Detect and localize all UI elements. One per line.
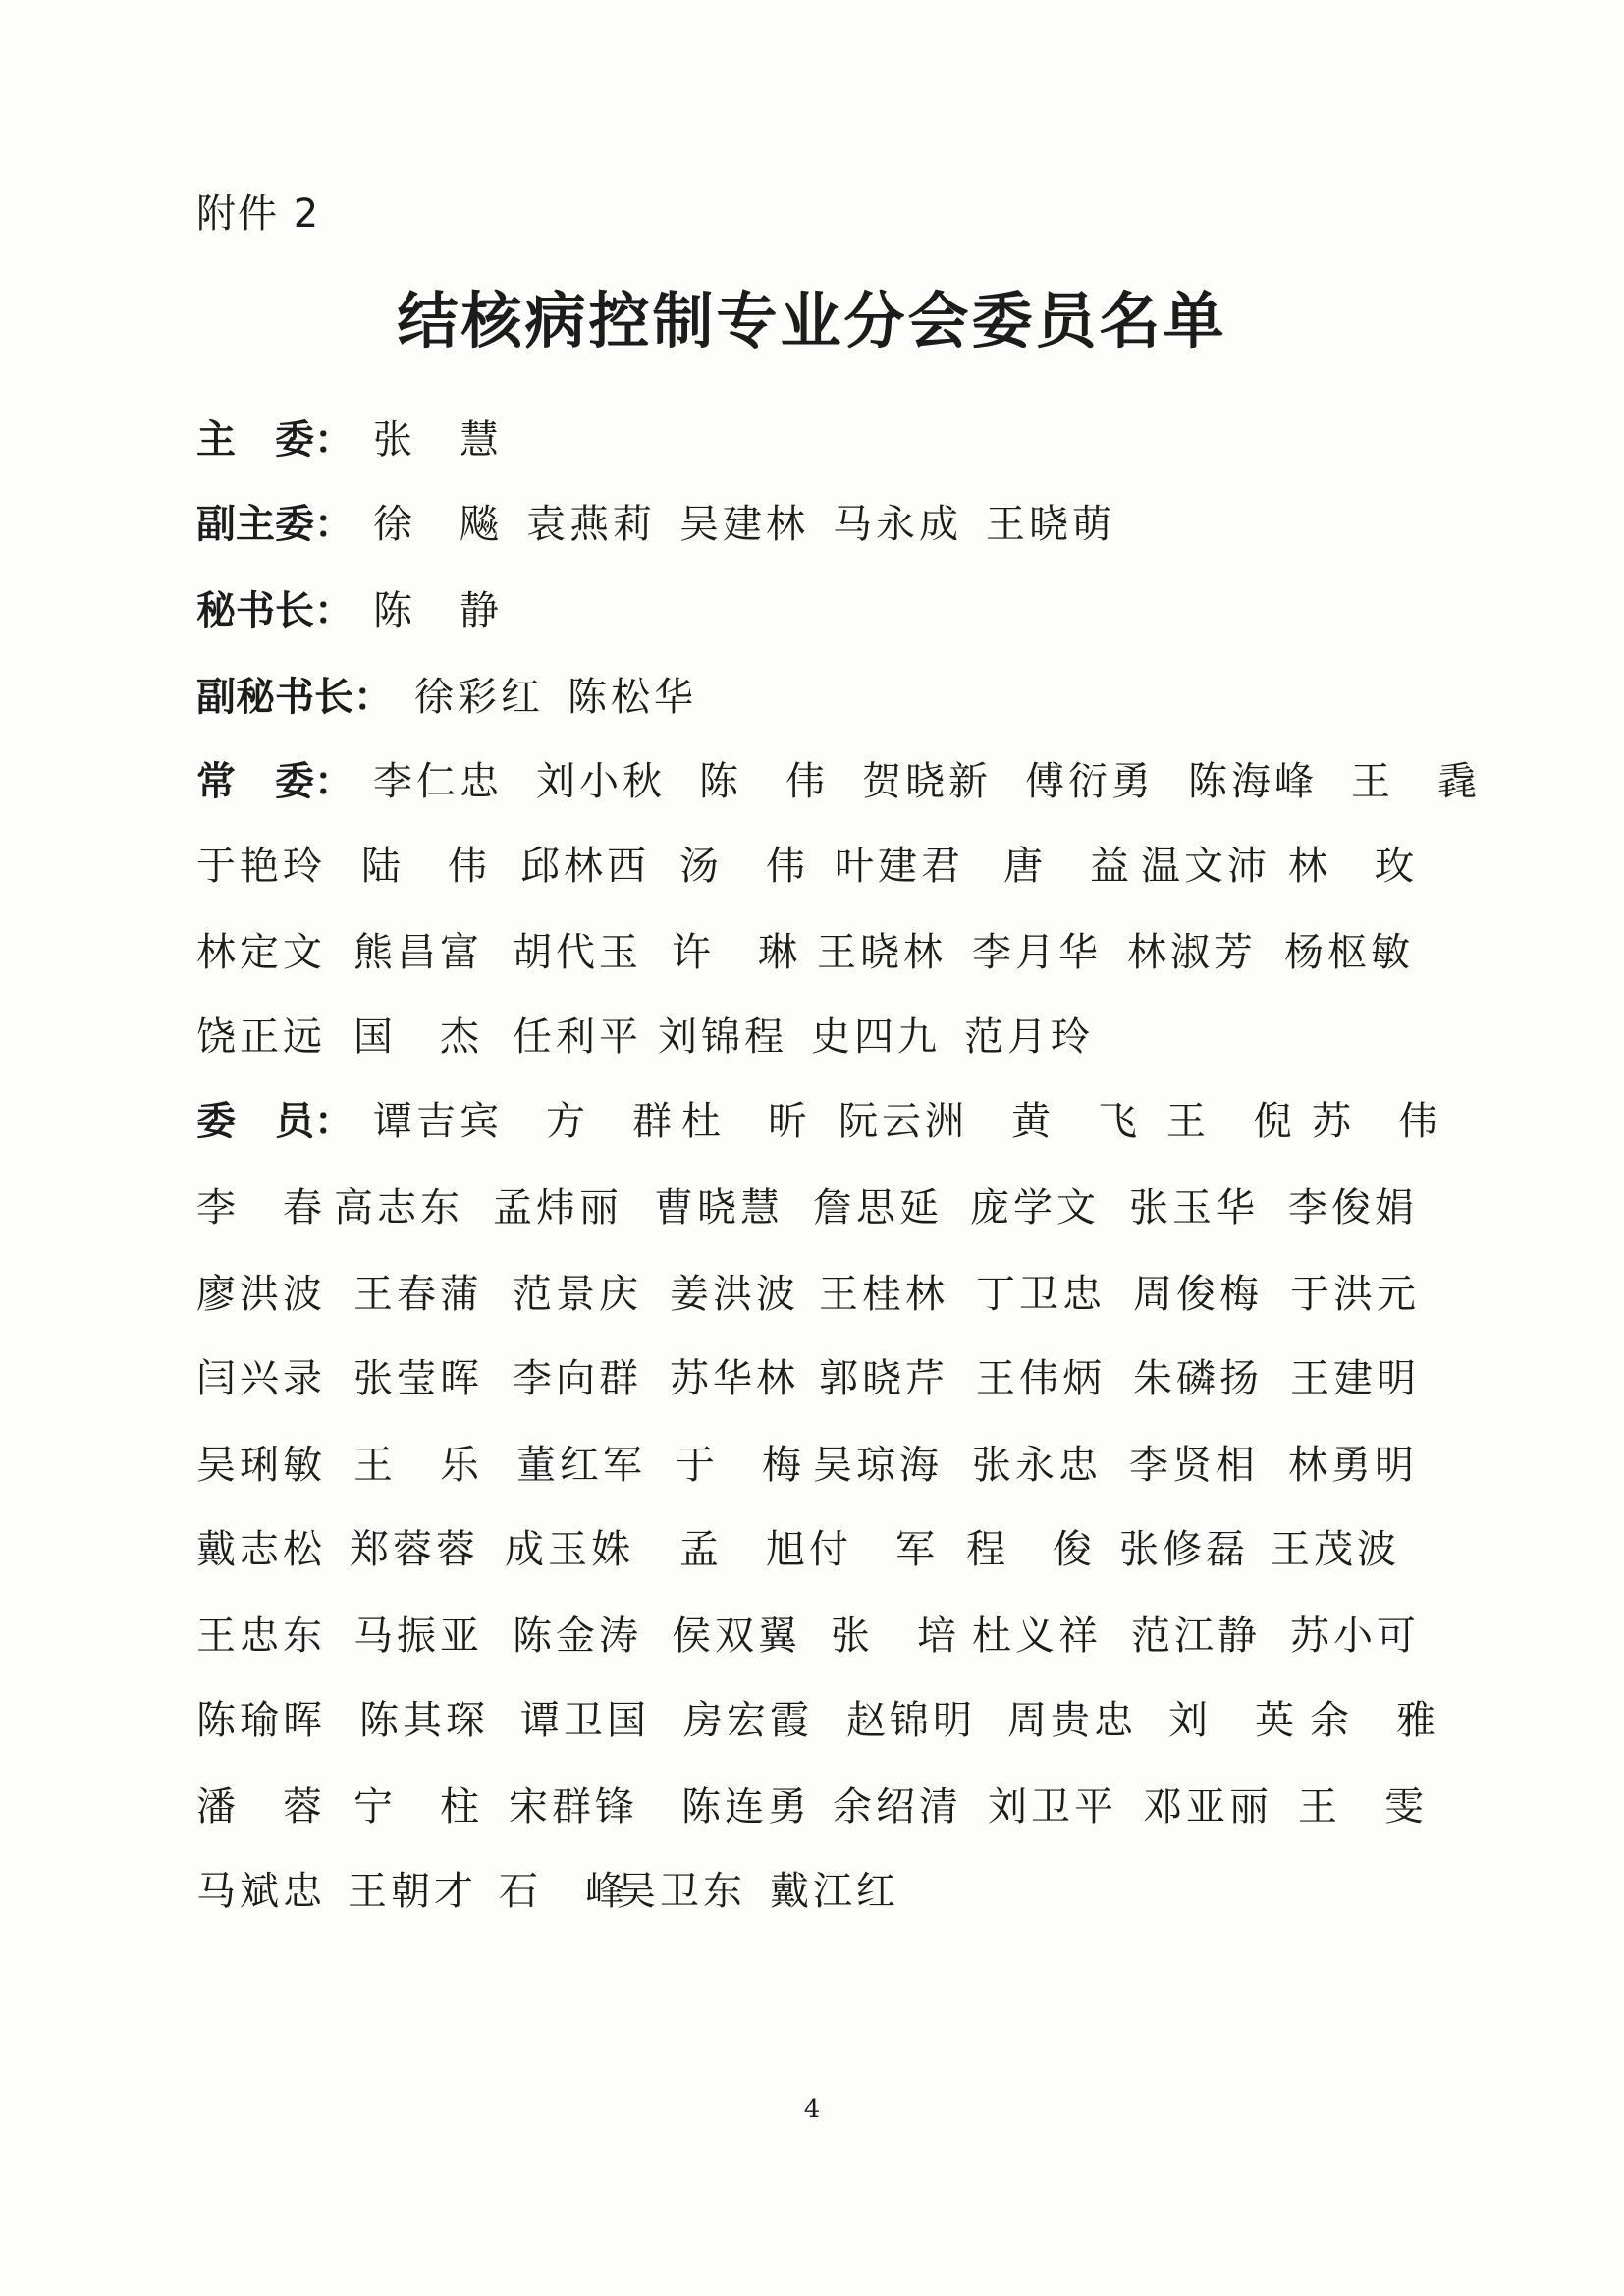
member-name: 刘锦程 xyxy=(658,1014,787,1060)
member-name: 张莹晖 xyxy=(353,1356,483,1401)
member-name: 王 乐 xyxy=(353,1443,483,1488)
member-name: 邓亚丽 xyxy=(1143,1784,1272,1830)
member-name: 叶建君 xyxy=(835,844,964,889)
member-name: 宁 柱 xyxy=(353,1784,483,1830)
member-name: 李 春 xyxy=(196,1185,326,1230)
member-name: 林 玫 xyxy=(1288,844,1418,889)
member-name: 张玉华 xyxy=(1129,1185,1259,1230)
secretary-label: 秘书长： xyxy=(196,588,353,633)
member-name: 房宏霞 xyxy=(683,1698,813,1743)
member-name: 傅衍勇 xyxy=(1025,759,1155,804)
member-name: 胡代玉 xyxy=(513,930,642,975)
member-name: 王桂林 xyxy=(819,1272,948,1317)
member-name: 刘卫平 xyxy=(988,1784,1117,1830)
member-name: 吴卫东 xyxy=(617,1869,746,1914)
member-name: 范月玲 xyxy=(964,1014,1094,1060)
member-name: 庞学文 xyxy=(970,1185,1100,1230)
member-name: 姜洪波 xyxy=(670,1272,799,1317)
member-name: 郭晓芹 xyxy=(819,1356,948,1401)
member-name: 余 雅 xyxy=(1310,1698,1439,1743)
member-name: 曹晓慧 xyxy=(654,1185,784,1230)
member-name: 廖洪波 xyxy=(196,1272,326,1317)
member-name: 苏 伟 xyxy=(1312,1099,1441,1144)
member-name: 吴建林 xyxy=(679,502,809,547)
member-name: 谭卫国 xyxy=(520,1698,650,1743)
deputy-secretaries-label: 副秘书长： xyxy=(196,675,393,720)
member-name: 王春蒲 xyxy=(353,1272,483,1317)
member-name: 陈 伟 xyxy=(699,759,829,804)
member-name: 马振亚 xyxy=(353,1613,483,1659)
member-name: 杜义祥 xyxy=(972,1613,1102,1659)
member-name: 马斌忠 xyxy=(196,1869,326,1914)
member-name: 范江静 xyxy=(1131,1613,1261,1659)
member-name: 徐 飚 xyxy=(373,502,503,547)
member-name: 成玉姝 xyxy=(505,1527,634,1572)
member-name: 张永忠 xyxy=(972,1443,1102,1488)
member-name: 邱林西 xyxy=(520,844,650,889)
attachment-label: 附件 2 xyxy=(196,191,321,237)
member-name: 陈 静 xyxy=(373,588,503,633)
member-name: 程 俊 xyxy=(966,1527,1096,1572)
member-name: 宋群锋 xyxy=(509,1784,638,1830)
member-name: 饶正远 xyxy=(196,1014,326,1060)
member-name: 詹思延 xyxy=(813,1185,943,1230)
members-label: 委 员： xyxy=(196,1099,353,1144)
member-name: 董红军 xyxy=(516,1443,646,1488)
member-name: 孟炜丽 xyxy=(493,1185,623,1230)
member-name: 高志东 xyxy=(334,1185,463,1230)
member-name: 王茂波 xyxy=(1271,1527,1400,1572)
member-name: 张 慧 xyxy=(373,417,503,463)
member-name: 朱磷扬 xyxy=(1133,1356,1263,1401)
member-name: 苏华林 xyxy=(670,1356,799,1401)
member-name: 陈连勇 xyxy=(681,1784,811,1830)
standing-committee-label: 常 委： xyxy=(196,759,353,804)
document-title: 结核病控制专业分会委员名单 xyxy=(397,285,1227,356)
member-name: 阮云洲 xyxy=(839,1099,968,1144)
member-name: 杜 昕 xyxy=(681,1099,811,1144)
member-name: 王忠东 xyxy=(196,1613,326,1659)
member-name: 戴志松 xyxy=(196,1527,326,1572)
member-name: 陈松华 xyxy=(568,675,697,720)
member-name: 王伟炳 xyxy=(976,1356,1106,1401)
member-name: 王建明 xyxy=(1290,1356,1420,1401)
member-name: 周贵忠 xyxy=(1007,1698,1137,1743)
member-name: 于 梅 xyxy=(676,1443,805,1488)
member-name: 王朝才 xyxy=(348,1869,477,1914)
member-name: 王 雯 xyxy=(1298,1784,1428,1830)
member-name: 汤 伟 xyxy=(679,844,809,889)
member-name: 李向群 xyxy=(513,1356,642,1401)
member-name: 马永成 xyxy=(833,502,962,547)
member-name: 陈其琛 xyxy=(359,1698,489,1743)
member-name: 黄 飞 xyxy=(1011,1099,1141,1144)
member-name: 于洪元 xyxy=(1290,1272,1420,1317)
member-name: 温文沛 xyxy=(1141,844,1271,889)
member-name: 唐 益 xyxy=(1003,844,1133,889)
member-name: 陈海峰 xyxy=(1188,759,1318,804)
chair-label: 主 委： xyxy=(196,417,353,463)
member-name: 周俊梅 xyxy=(1133,1272,1263,1317)
member-name: 侯双翼 xyxy=(672,1613,801,1659)
member-name: 范景庆 xyxy=(513,1272,642,1317)
member-name: 国 杰 xyxy=(353,1014,483,1060)
member-name: 李月华 xyxy=(972,930,1102,975)
member-name: 戴江红 xyxy=(770,1869,899,1914)
member-name: 王晓萌 xyxy=(986,502,1115,547)
vice-chairs-label: 副主委： xyxy=(196,502,353,547)
member-name: 李仁忠 xyxy=(373,759,503,804)
member-name: 林定文 xyxy=(196,930,326,975)
member-name: 张 培 xyxy=(831,1613,960,1659)
page-number: 4 xyxy=(803,2095,821,2124)
member-name: 石 峰 xyxy=(499,1869,628,1914)
member-name: 孟 旭 xyxy=(679,1527,809,1572)
member-name: 王晓林 xyxy=(817,930,947,975)
member-name: 熊昌富 xyxy=(353,930,483,975)
member-name: 史四九 xyxy=(811,1014,941,1060)
member-name: 贺晓新 xyxy=(862,759,992,804)
member-name: 李俊娟 xyxy=(1288,1185,1418,1230)
member-name: 付 军 xyxy=(809,1527,939,1572)
member-name: 袁燕莉 xyxy=(526,502,656,547)
member-name: 方 群 xyxy=(546,1099,676,1144)
member-name: 李贤相 xyxy=(1129,1443,1259,1488)
member-name: 吴琼海 xyxy=(813,1443,943,1488)
member-name: 赵锦明 xyxy=(846,1698,976,1743)
member-name: 刘小秋 xyxy=(536,759,666,804)
member-name: 杨枢敏 xyxy=(1284,930,1414,975)
member-name: 刘 英 xyxy=(1168,1698,1298,1743)
member-name: 徐彩红 xyxy=(414,675,544,720)
member-name: 谭吉宾 xyxy=(373,1099,503,1144)
member-name: 闫兴录 xyxy=(196,1356,326,1401)
member-name: 陈金涛 xyxy=(513,1613,642,1659)
member-name: 林勇明 xyxy=(1288,1443,1418,1488)
member-name: 王 倪 xyxy=(1166,1099,1296,1144)
member-name: 许 琳 xyxy=(672,930,801,975)
member-name: 潘 蓉 xyxy=(196,1784,326,1830)
member-name: 陆 伟 xyxy=(361,844,491,889)
member-name: 张修磊 xyxy=(1119,1527,1249,1572)
member-name: 吴琍敏 xyxy=(196,1443,326,1488)
member-name: 于艳玲 xyxy=(196,844,326,889)
member-name: 余绍清 xyxy=(833,1784,962,1830)
member-name: 王 毳 xyxy=(1351,759,1481,804)
member-name: 陈瑜晖 xyxy=(196,1698,326,1743)
member-name: 丁卫忠 xyxy=(976,1272,1106,1317)
member-name: 任利平 xyxy=(513,1014,642,1060)
member-name: 林淑芳 xyxy=(1127,930,1257,975)
member-name: 郑蓉蓉 xyxy=(350,1527,479,1572)
member-name: 苏小可 xyxy=(1290,1613,1420,1659)
